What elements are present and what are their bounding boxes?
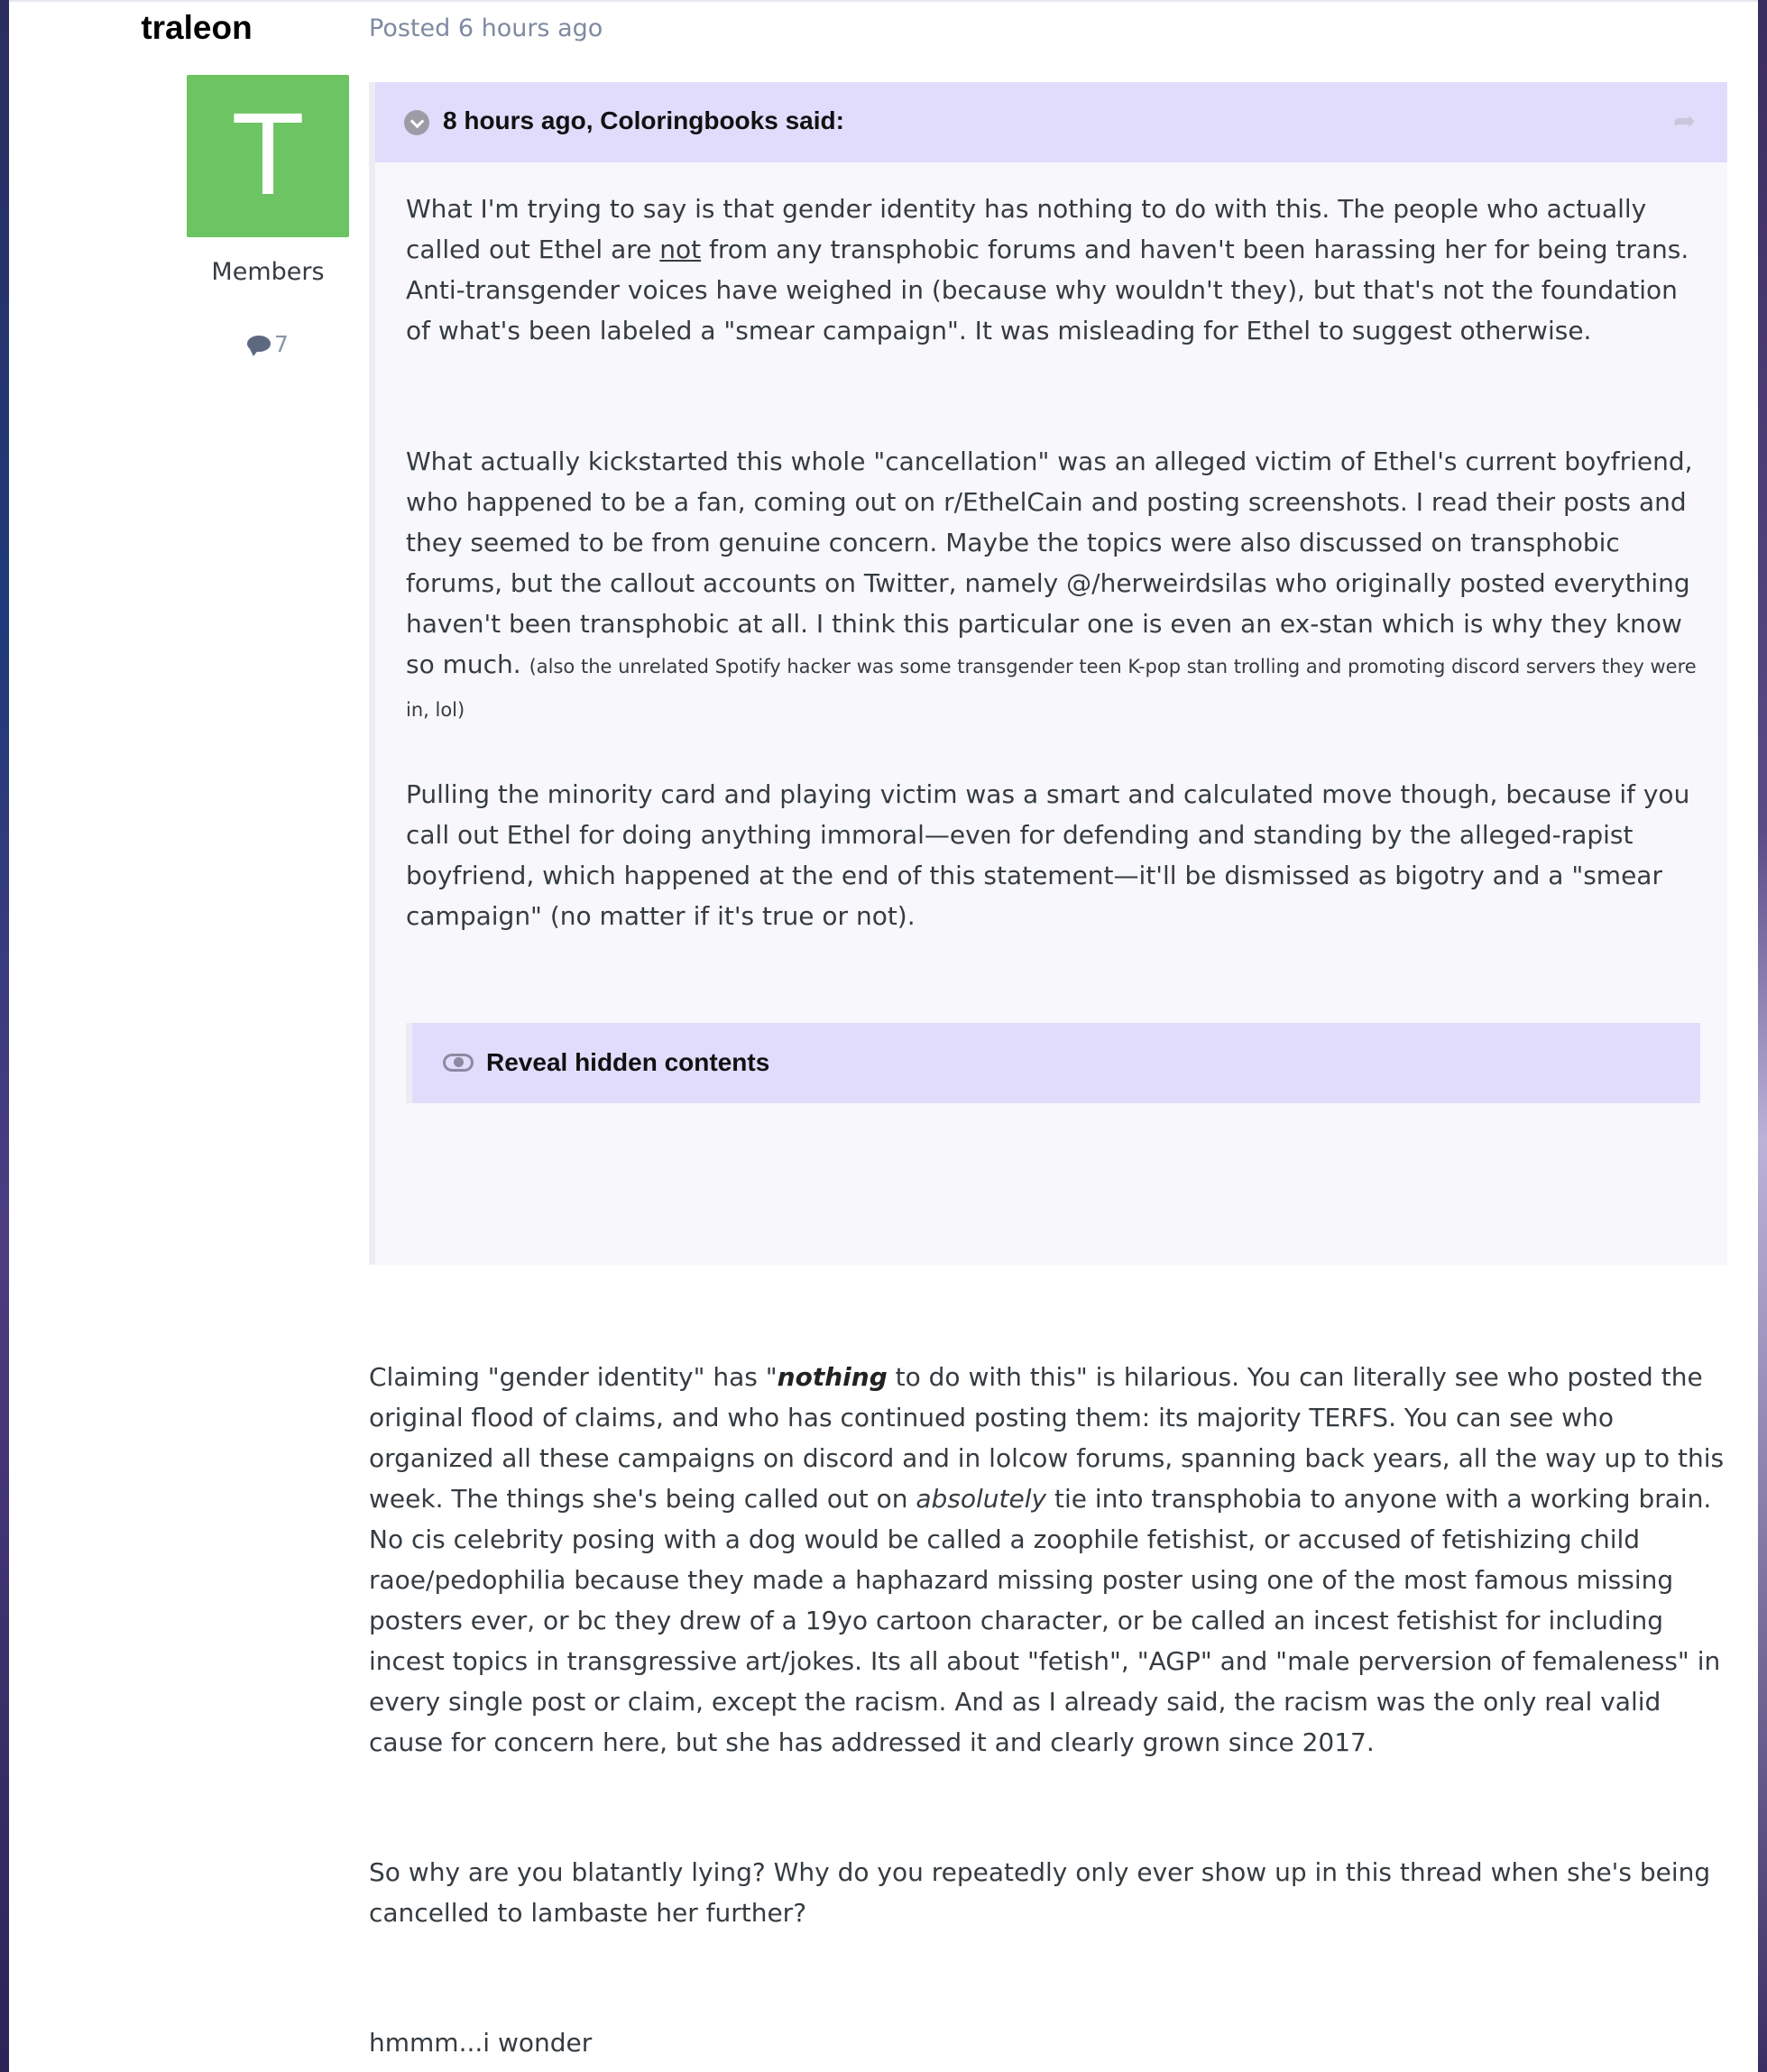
reply-text: to do with this" is hilarious. You can literally see who posted the original flood of claims, and who has continued posting them: its majority TERFS. You can see who organized all these campaigns on discord and in lolcow forums, spanning back years, all the way up to this week. The things she's being called out on — [369, 1362, 1725, 1514]
eye-icon — [443, 1054, 474, 1072]
avatar[interactable]: T — [187, 75, 349, 237]
author-group: Members — [211, 258, 325, 286]
post-timestamp[interactable]: Posted 6 hours ago — [369, 14, 603, 42]
reveal-label: Reveal hidden contents — [486, 1048, 770, 1076]
background-left-edge — [0, 0, 9, 2072]
reply-text: So why are you blatantly lying? Why do you repeatedly only ever show up in this thread when she's being cancelled to lambaste her further? — [369, 1857, 1711, 1928]
reply-text: hmmm...i wonder — [369, 2028, 593, 2058]
quote-block — [369, 82, 1727, 1265]
quote-paragraph — [406, 189, 1705, 351]
reply-emphasis: nothing — [777, 1362, 888, 1392]
reveal-hidden-contents-button[interactable] — [406, 1023, 1700, 1103]
reply-text: tie into transphobia to anyone with a working brain. No cis celebrity posing with a dog would be called a zoophile fetishist, or accused of fetishizing child raoe/pedophilia because they made a haphazard missing poster using one of the most famous missing posters ever, or bc they drew of a 19yo cartoon character, or be called an incest fetishist for including incest topics in transgressive art/jokes. Its all about "fetish", "AGP" and "male perversion of femaleness" in every single post or claim, except the racism. And as I already said, the racism was the only real valid cause for concern here, but she has addressed it and clearly grown since 2017. — [369, 1484, 1721, 1757]
author-post-count[interactable] — [187, 331, 349, 357]
quote-header — [375, 82, 1727, 162]
quote-text: What I'm trying to say is that gender identity has nothing to do with this. The people who actually called out Ethel are — [406, 194, 1647, 264]
quote-small-text: (also the unrelated Spotify hacker was some transgender teen K-pop stan trolling and promoting discord servers they were in, lol) — [406, 656, 1697, 721]
share-icon[interactable]: ➦ — [1673, 106, 1697, 137]
post-count-value: 7 — [274, 331, 289, 357]
author-name[interactable]: traleon — [141, 9, 253, 46]
forum-post-page — [9, 0, 1758, 2072]
reply-paragraph — [369, 1357, 1735, 1763]
quote-paragraph — [406, 774, 1705, 936]
quote-text: from any transphobic forums and haven't been harassing her for being trans. Anti-transgender voices have weighed in (because why wouldn't they), but that's not the foundation of what's been labeled a "smear campaign". It was misleading for Ethel to suggest otherwise. — [406, 235, 1689, 345]
background-right-edge — [1758, 0, 1767, 2072]
quote-paragraph — [406, 441, 1705, 731]
quote-underline: not — [659, 235, 702, 264]
reply-paragraph — [369, 1852, 1735, 1933]
comment-icon — [247, 336, 271, 352]
quote-text: What actually kickstarted this whole "cancellation" was an alleged victim of Ethel's current boyfriend, who happened to be a fan, coming out on r/EthelCain and posting screenshots. I read their posts and they seemed to be from genuine concern. Maybe the topics were also discussed on transphobic forums, but the callout accounts on Twitter, namely @/herweirdsilas who originally posted everything haven't been transphobic at all. I think this particular one is even an ex-stan which is why they know so much. — [406, 447, 1693, 679]
reply-paragraph — [369, 2022, 1735, 2063]
quote-text: Pulling the minority card and playing victim was a smart and calculated move though, because if you call out Ethel for doing anything immoral—even for defending and standing by the alleged-rapist boyfriend, which happened at the end of this statement—it'll be dismissed as bigotry and a "smear campaign" (no matter if it's true or not). — [406, 779, 1690, 931]
reply-text: Claiming "gender identity" has " — [369, 1362, 778, 1392]
reply-italic: absolutely — [916, 1484, 1047, 1514]
chevron-down-icon[interactable] — [404, 110, 429, 135]
quote-citation[interactable]: 8 hours ago, Coloringbooks said: — [443, 106, 844, 134]
